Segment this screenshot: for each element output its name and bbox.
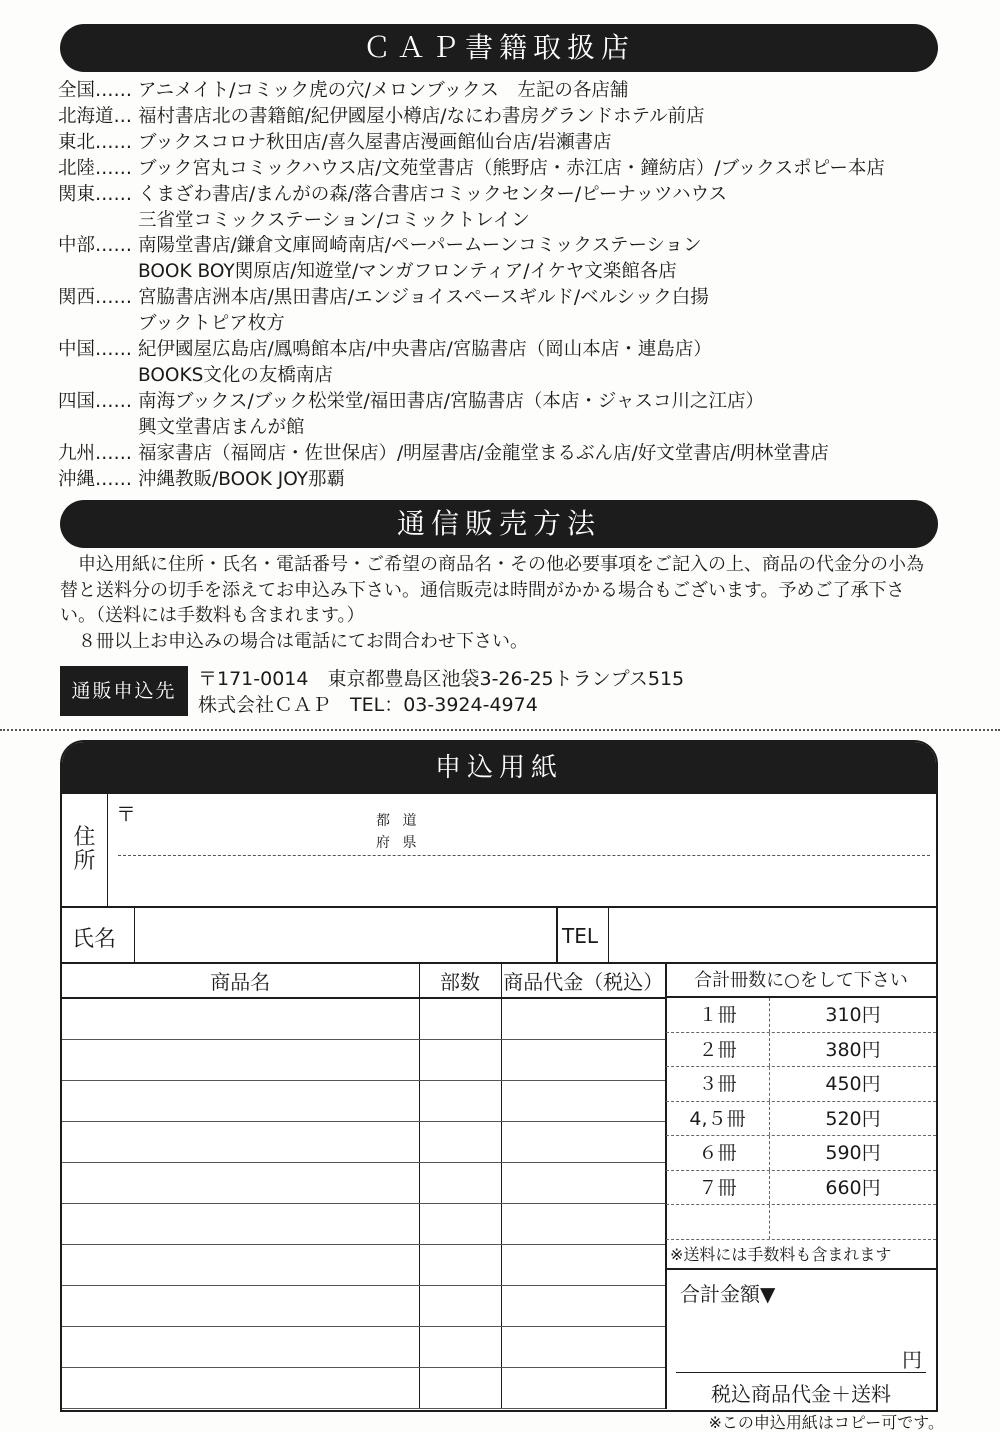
item-row — [62, 1285, 666, 1326]
mail-order-note: ８冊以上お申込みの場合は電話にてお問合わせ下さい。 — [78, 630, 528, 652]
item-row — [62, 1326, 666, 1367]
shipping-note: ※送料には手数料も含まれます — [666, 1240, 936, 1270]
shipping-row[interactable] — [666, 998, 936, 1033]
copy-note: ※この申込用紙はコピー可です。 — [708, 1413, 944, 1432]
store-row — [58, 233, 958, 259]
order-address — [198, 666, 684, 718]
mail-order-instructions — [60, 552, 940, 654]
store-region — [58, 311, 138, 337]
order-company-line: 株式会社ＣＡＰ TEL：03-3924-4974 — [198, 694, 538, 716]
store-row — [58, 78, 958, 104]
item-row — [62, 1121, 666, 1162]
store-names: 宮脇書店洲本店/黒田書店/エンジョイスペースギルド/ベルシック白揚 — [138, 287, 709, 309]
mail-order-paragraph: 申込用紙に住所・氏名・電話番号・ご希望の商品名・その他必要事項をご記入の上、商品の代金分の小為替と送料分の切手を添えてお申込み下さい。通信販売は時間がかかる場合もございます。予めご了承下さい。（送料には手数料も含まれます。） — [60, 554, 924, 626]
store-region — [58, 415, 138, 441]
quantity-cell[interactable] — [419, 1121, 501, 1162]
store-row — [58, 311, 958, 337]
name-tel-row — [62, 908, 936, 964]
store-names: 福家書店（福岡店・佐世保店）/明屋書店/金龍堂まるぶん店/好文堂書店/明林堂書店 — [138, 442, 829, 464]
prefecture-label — [376, 810, 420, 854]
product-name-cell[interactable] — [62, 1080, 419, 1121]
store-region: 関西…… — [58, 287, 133, 309]
store-names: BOOK BOY関原店/知遊堂/マンガフロンティア/イケヤ文楽館各店 — [138, 261, 677, 283]
address-field[interactable] — [62, 794, 936, 908]
price-cell[interactable] — [501, 1039, 666, 1080]
item-row — [62, 1203, 666, 1244]
address-label — [62, 794, 108, 906]
quantity-cell[interactable] — [419, 1367, 501, 1408]
product-name-cell[interactable] — [62, 1039, 419, 1080]
store-names: くまざわ書店/まんがの森/落合書店コミックセンター/ピーナッツハウス — [138, 183, 728, 205]
quantity-cell[interactable] — [419, 1244, 501, 1285]
price-cell[interactable] — [501, 1080, 666, 1121]
store-region: 東北…… — [58, 131, 133, 153]
shipping-qty: ２冊 — [666, 1033, 770, 1067]
shipping-qty: １冊 — [666, 998, 770, 1032]
store-row — [58, 441, 958, 467]
shipping-row[interactable] — [666, 1067, 936, 1102]
store-row — [58, 130, 958, 156]
shipping-row[interactable] — [666, 1171, 936, 1206]
tel-label: TEL — [562, 924, 598, 948]
column-header: 商品名 — [62, 964, 419, 998]
prefecture-line: 府 県 — [376, 835, 421, 851]
item-row — [62, 1080, 666, 1121]
store-region: 九州…… — [58, 442, 133, 464]
store-names: 南海ブックス/ブック松栄堂/福田書店/宮脇書店（本店・ジャスコ川之江店） — [138, 390, 765, 412]
item-row — [62, 1244, 666, 1285]
store-region — [58, 208, 138, 234]
store-region: 北陸…… — [58, 157, 133, 179]
quantity-cell[interactable] — [419, 1285, 501, 1326]
store-names: BOOKS文化の友橋南店 — [138, 364, 333, 386]
product-name-cell[interactable] — [62, 1326, 419, 1367]
price-cell[interactable] — [501, 998, 666, 1039]
product-name-cell[interactable] — [62, 1162, 419, 1203]
store-region: 中国…… — [58, 339, 133, 361]
store-region: 全国…… — [58, 80, 133, 101]
items-table — [62, 964, 667, 1409]
price-cell[interactable] — [501, 1326, 666, 1367]
total-underline — [676, 1372, 926, 1373]
store-names: アニメイト/コミック虎の穴/メロンブックス 左記の各店舗 — [138, 80, 629, 101]
product-name-cell[interactable] — [62, 1285, 419, 1326]
store-row — [58, 415, 958, 441]
shipping-price: 590円 — [825, 1142, 881, 1164]
shipping-table — [666, 964, 936, 1411]
order-address-tag: 通販申込先 — [60, 666, 188, 716]
address-label-char: 住 — [73, 825, 96, 850]
quantity-cell[interactable] — [419, 1203, 501, 1244]
store-region — [58, 363, 138, 389]
store-names: 沖縄教販/BOOK JOY那覇 — [138, 468, 346, 490]
store-names: ブック宮丸コミックハウス店/文苑堂書店（熊野店・赤江店・鐘紡店）/ブックスポピー本店 — [138, 157, 885, 179]
price-cell[interactable] — [501, 1244, 666, 1285]
shipping-price: 520円 — [825, 1107, 881, 1130]
mail-order-title: 通信販売方法 — [60, 500, 938, 548]
store-region: 四国…… — [58, 390, 133, 412]
store-names: 興文堂書店まんが館 — [138, 416, 305, 438]
price-cell[interactable] — [501, 1121, 666, 1162]
store-region: 中部…… — [58, 235, 133, 257]
order-form-title: 申込用紙 — [62, 742, 936, 794]
shipping-row[interactable] — [666, 1205, 936, 1240]
address-label-char: 所 — [73, 849, 96, 874]
item-row — [62, 1039, 666, 1080]
store-row — [58, 182, 958, 208]
store-names: 紀伊國屋広島店/鳳鳴館本店/中央書店/宮脇書店（岡山本店・連島店） — [138, 339, 712, 361]
shipping-price: 660円 — [825, 1176, 881, 1199]
store-names: ブックトピア枚方 — [138, 313, 285, 335]
store-names: 三省堂コミックステーション/コミックトレイン — [138, 209, 530, 231]
divider — [556, 908, 558, 962]
store-region: 北海道… — [58, 105, 133, 127]
store-region: 沖縄…… — [58, 468, 133, 490]
shipping-price: 310円 — [825, 1004, 881, 1026]
shipping-qty: ３冊 — [666, 1067, 770, 1101]
quantity-cell[interactable] — [419, 998, 501, 1039]
column-header: 商品代金（税込） — [501, 964, 666, 998]
store-names: 福村書店北の書籍館/紀伊國屋小樽店/なにわ書房グランドホテル前店 — [138, 105, 705, 127]
total-caption: 税込商品代金＋送料 — [711, 1381, 891, 1406]
product-name-cell[interactable] — [62, 1367, 419, 1408]
store-names: ブックスコロナ秋田店/喜久屋書店漫画館仙台店/岩瀬書店 — [138, 131, 612, 153]
yen-unit: 円 — [902, 1347, 922, 1372]
address-divider — [118, 855, 930, 856]
quantity-cell[interactable] — [419, 1326, 501, 1367]
store-list — [58, 78, 958, 493]
item-row — [62, 1162, 666, 1203]
store-row — [58, 467, 958, 493]
store-region: 関東…… — [58, 183, 133, 205]
product-name-cell[interactable] — [62, 1244, 419, 1285]
store-region — [58, 259, 138, 285]
shipping-row[interactable] — [666, 1102, 936, 1137]
price-cell[interactable] — [501, 1367, 666, 1408]
item-row — [62, 1367, 666, 1408]
divider — [134, 908, 135, 962]
shipping-qty: 4,５冊 — [666, 1102, 770, 1136]
store-row — [58, 389, 958, 415]
price-cell[interactable] — [501, 1203, 666, 1244]
shipping-qty — [666, 1205, 770, 1239]
product-name-cell[interactable] — [62, 1121, 419, 1162]
quantity-cell[interactable] — [419, 1080, 501, 1121]
shipping-row[interactable] — [666, 1136, 936, 1171]
quantity-cell[interactable] — [419, 1162, 501, 1203]
stores-section-title: ＣＡＰ書籍取扱店 — [60, 24, 938, 72]
order-form — [60, 740, 938, 1412]
prefecture-line: 都 道 — [376, 813, 421, 829]
shipping-price — [770, 1205, 936, 1239]
store-row — [58, 208, 958, 234]
column-header: 部数 — [419, 964, 501, 998]
shipping-qty: ６冊 — [666, 1136, 770, 1170]
store-row — [58, 363, 958, 389]
store-row — [58, 104, 958, 130]
shipping-qty: ７冊 — [666, 1171, 770, 1205]
price-cell[interactable] — [501, 1285, 666, 1326]
item-row — [62, 998, 666, 1039]
total-label: 合計金額▼ — [680, 1281, 776, 1306]
shipping-price: 450円 — [825, 1073, 881, 1095]
price-cell[interactable] — [501, 1162, 666, 1203]
postal-mark: 〒 — [116, 802, 136, 826]
store-row — [58, 259, 958, 285]
store-row — [58, 156, 958, 182]
total-field[interactable] — [666, 1270, 936, 1411]
store-row — [58, 285, 958, 311]
shipping-header: 合計冊数に○をして下さい — [666, 964, 936, 998]
store-names: 南陽堂書店/鎌倉文庫岡崎南店/ペーパームーンコミックステーション — [138, 235, 702, 257]
shipping-price: 380円 — [825, 1038, 881, 1061]
divider — [608, 908, 609, 962]
product-name-cell[interactable] — [62, 998, 419, 1039]
name-label: 氏名 — [72, 927, 117, 952]
cut-line — [0, 729, 1000, 731]
store-row — [58, 337, 958, 363]
product-name-cell[interactable] — [62, 1203, 419, 1244]
shipping-row[interactable] — [666, 1033, 936, 1068]
quantity-cell[interactable] — [419, 1039, 501, 1080]
order-address-line: 〒171-0014 東京都豊島区池袋3-26-25トランプス515 — [198, 668, 685, 690]
